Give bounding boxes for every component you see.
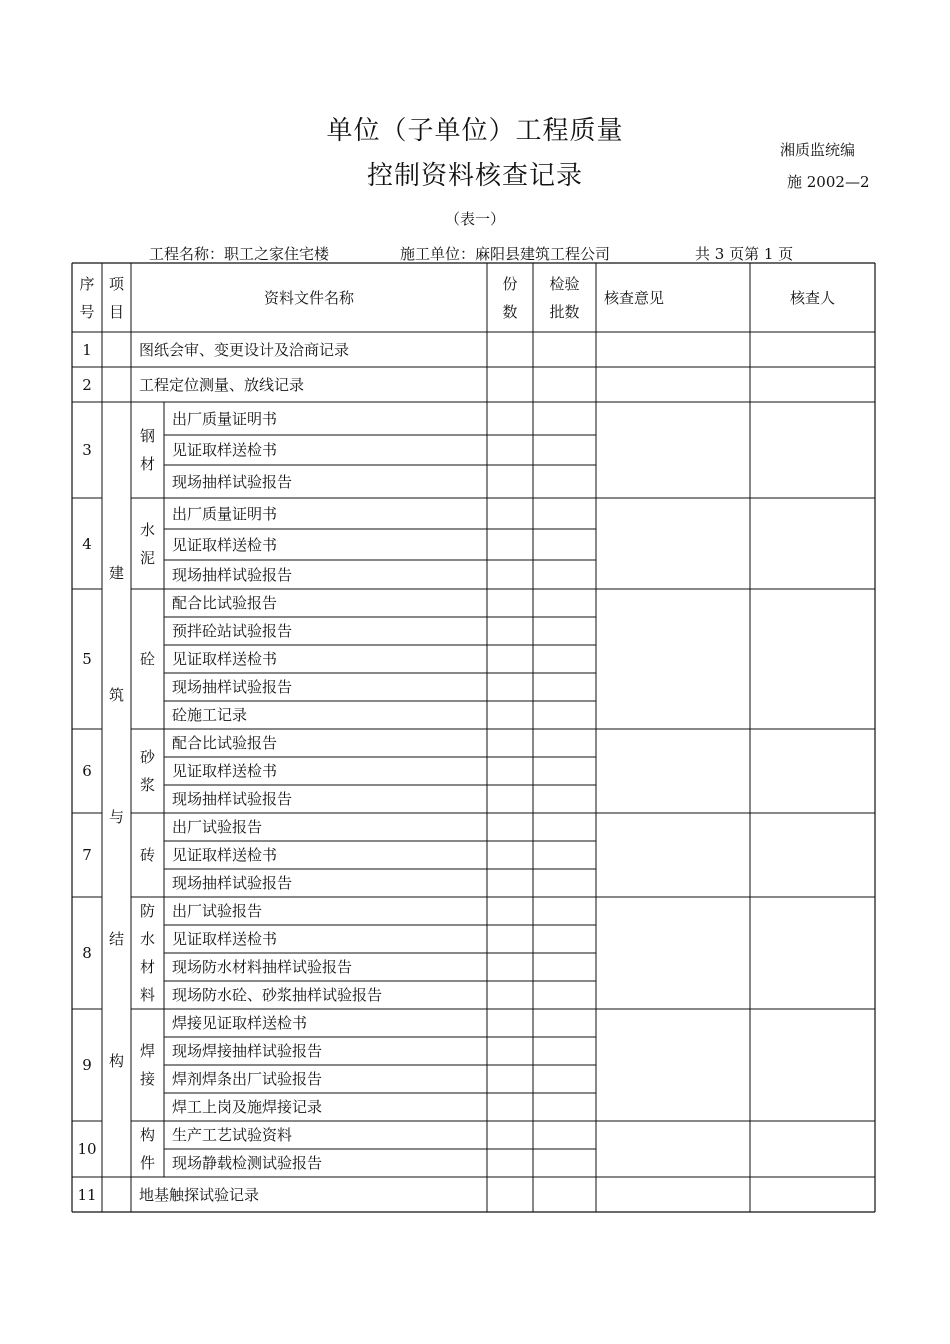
header-seq-char: 号 [79,302,95,321]
file-name-item [164,757,495,785]
file-name-item [164,981,495,1009]
file-name-item-text: 见证取样送检书 [172,762,278,780]
file-name-item-text: 现场抽样试验报告 [172,874,293,892]
project-category-char: 与 [108,808,124,826]
file-name-item-text: 见证取样送检书 [172,441,278,459]
header-copies-char: 份 [502,274,518,293]
material-label [131,897,164,1009]
header-opinion [596,263,758,332]
material-label-char: 浆 [139,776,155,794]
file-name-item [131,367,495,402]
file-name-item-text: 配合比试验报告 [172,594,278,612]
project-name: 工程名称：职工之家住宅楼 [149,245,330,263]
file-name-item [164,785,495,813]
project-category-char: 筑 [108,686,124,704]
file-name-item-text: 现场防水砼、砂浆抽样试验报告 [172,986,383,1004]
file-name-item [164,498,495,529]
row-number [72,402,102,498]
file-name-item-text: 见证取样送检书 [172,535,278,554]
material-label-char: 焊 [139,1042,155,1060]
material-label-char: 砖 [139,846,155,864]
material-label-char: 材 [139,958,155,976]
row-number-text: 11 [77,1185,97,1204]
material-label [131,402,164,498]
construction-unit: 施工单位：麻阳县建筑工程公司 [400,245,611,263]
row-number-text: 9 [82,1056,92,1074]
row-number [72,589,102,729]
file-name-item-text: 现场静载检测试验报告 [172,1154,323,1172]
table-subtitle: （表一） [444,210,505,228]
header-checker-text: 核查人 [789,288,835,307]
file-name-item [164,1121,495,1149]
row-number [72,729,102,813]
file-name-item-text: 见证取样送检书 [172,846,278,864]
form-code-line1: 湘质监统编 [780,141,856,159]
file-name-item [131,332,495,367]
file-name-item [164,869,495,897]
file-name-item [164,841,495,869]
file-name-item [164,1093,495,1121]
material-label-char: 防 [139,902,155,920]
file-name-item-text: 现场抽样试验报告 [172,472,293,491]
header-file-name-text: 资料文件名称 [263,288,354,307]
material-label [131,589,164,729]
header-copies [487,263,533,332]
material-label-char: 构 [139,1126,155,1144]
form-code-line2: 施 2002—2 [787,173,870,191]
file-name-item-text: 工程定位测量、放线记录 [139,375,305,394]
row-number [72,367,102,402]
file-name-item [164,589,495,617]
file-name-item [164,1037,495,1065]
header-batches [533,263,596,332]
file-name-item-text: 出厂试验报告 [172,902,263,920]
row-number-text: 3 [82,441,92,459]
row-number-text: 4 [82,534,92,553]
project-category-char: 构 [108,1052,124,1070]
file-name-item-text: 焊剂焊条出厂试验报告 [172,1070,323,1088]
project-category-char: 结 [108,930,124,948]
project-category-building-structure [102,402,131,1177]
file-name-item [164,465,495,498]
file-name-item [164,645,495,673]
page-info: 共 3 页第 1 页 [695,245,794,263]
file-name-item [164,897,495,925]
header-item [102,263,131,332]
file-name-item-text: 出厂质量证明书 [172,409,278,428]
row-number [72,1177,102,1212]
row-number [72,332,102,367]
material-label-char: 件 [139,1154,155,1172]
file-name-item-text: 生产工艺试验资料 [172,1126,293,1144]
file-name-item [164,560,495,589]
header-copies-char: 数 [502,302,518,321]
file-name-item [164,529,495,560]
file-name-item-text: 现场抽样试验报告 [172,678,293,696]
material-label [131,813,164,897]
file-name-item-text: 预拌砼站试验报告 [172,622,293,640]
header-seq-char: 序 [79,274,95,293]
file-name-item-text: 现场防水材料抽样试验报告 [172,958,353,976]
row-number-text: 8 [82,944,92,962]
material-label-char: 水 [139,520,155,539]
material-label-char: 泥 [139,548,155,567]
material-label-char: 砂 [139,748,155,766]
file-name-item-text: 砼施工记录 [172,706,248,724]
project-category-char: 建 [108,564,124,582]
header-item-char: 目 [108,302,124,321]
header-opinion-text: 核查意见 [604,288,665,307]
material-label-char: 砼 [139,650,155,668]
file-name-item [164,953,495,981]
row-number [72,897,102,1009]
material-label [131,729,164,813]
document-title-line1: 单位（子单位）工程质量 [326,116,624,146]
file-name-item [164,402,495,435]
header-file-name [131,263,487,332]
file-name-item-text: 出厂质量证明书 [172,504,278,523]
row-number [72,813,102,897]
file-name-item-text: 出厂试验报告 [172,818,263,836]
file-name-item-text: 焊接见证取样送检书 [172,1014,308,1032]
row-number [72,1121,102,1177]
file-name-item-text: 配合比试验报告 [172,734,278,752]
file-name-item-text: 现场抽样试验报告 [172,565,293,584]
row-number-text: 6 [82,762,92,780]
file-name-item [164,729,495,757]
material-label-char: 材 [139,455,155,473]
material-label-char: 钢 [139,427,155,445]
file-name-item-text: 见证取样送检书 [172,930,278,948]
file-name-item [164,617,495,645]
file-name-item [164,1149,495,1177]
row-number-text: 5 [82,650,92,668]
header-checker [750,263,875,332]
file-name-item [131,1177,495,1212]
document-title-line2: 控制资料核查记录 [366,161,583,191]
material-label-char: 水 [139,930,155,948]
file-name-item-text: 现场抽样试验报告 [172,790,293,808]
file-name-item-text: 焊工上岗及施焊接记录 [172,1098,323,1116]
material-label [131,498,164,589]
file-name-item [164,673,495,701]
row-number [72,1009,102,1121]
file-name-item [164,925,495,953]
file-name-item-text: 图纸会审、变更设计及洽商记录 [139,340,350,359]
file-name-item [164,435,495,465]
material-label [131,1009,164,1121]
file-name-item-text: 见证取样送检书 [172,650,278,668]
file-name-item [164,813,495,841]
material-label-char: 接 [139,1070,155,1088]
file-name-item [164,1009,495,1037]
material-label-char: 料 [139,986,155,1004]
header-item-char: 项 [108,274,124,293]
file-name-item [164,701,495,729]
header-seq [72,263,102,332]
row-number-text: 7 [82,846,92,864]
row-number-text: 10 [77,1140,97,1158]
header-batches-char: 批数 [549,302,580,321]
file-name-item [164,1065,495,1093]
file-name-item-text: 地基触探试验记录 [139,1185,260,1204]
material-label [131,1121,164,1177]
row-number-text: 2 [82,375,92,394]
row-number [72,498,102,589]
file-name-item-text: 现场焊接抽样试验报告 [172,1042,323,1060]
row-number-text: 1 [82,340,92,359]
header-batches-char: 检验 [549,274,580,293]
